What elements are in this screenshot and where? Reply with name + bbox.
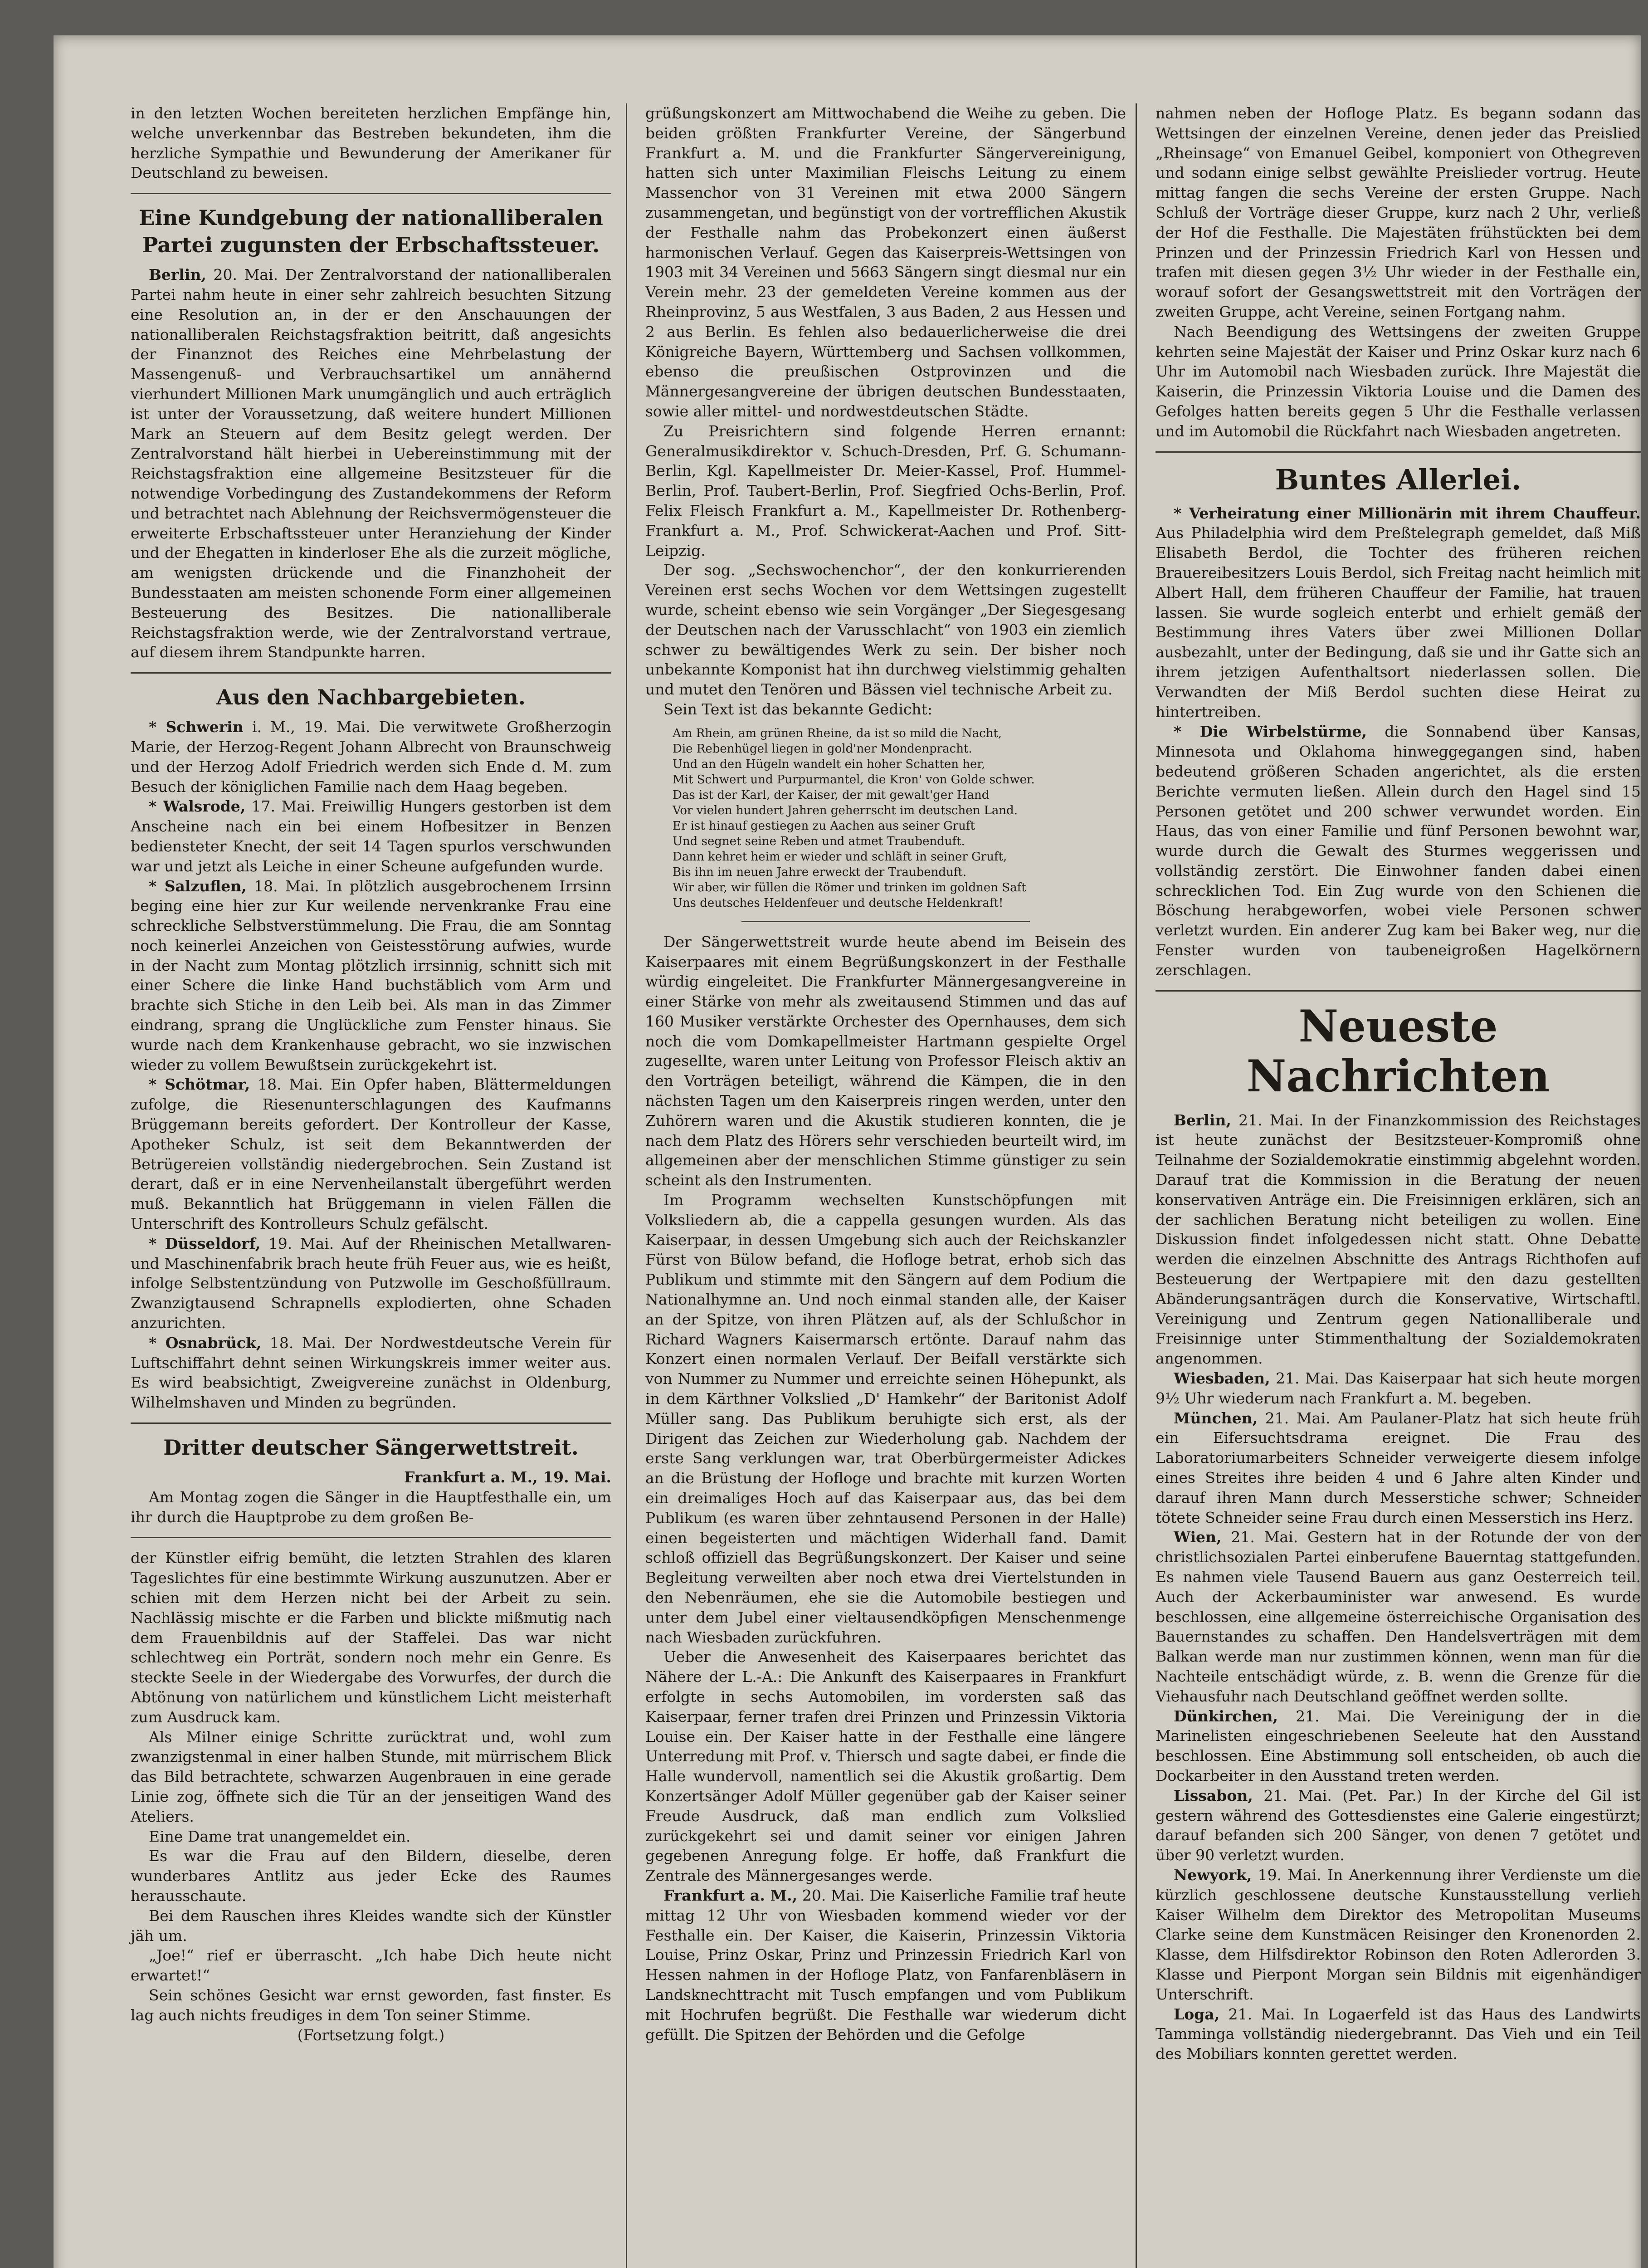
news-item [1156, 1527, 1641, 1706]
poem-line: Uns deutsches Heldenfeuer und deutsche Heldenkraft! [673, 896, 1004, 910]
dateline: Loga, [1174, 2005, 1220, 2023]
divider [1156, 451, 1641, 453]
news-body: 18. Mai. Ein Opfer haben, Blättermeldungen zufolge, die Riesenunterschlagungen des Kaufmanns Brüggemann bereits gefordert. Der Kontrolleur der Kasse, Apotheker Schulz, ist seit dem Bekanntwerden der Betrügereien vollständig niedergebrochen. Sein Zustand ist derart, daß er in eine Nervenheilanstalt übergeführt werden muß. Bekanntlich hat Brüggemann in vielen Fällen die Unterschrift des Kontrolleurs Schulz gefälscht. [131, 1075, 611, 1233]
headline-neueste-nachrichten: Neueste Nachrichten [1246, 1000, 1550, 1102]
column-left [131, 103, 611, 2045]
headline-buntes-allerlei: Buntes Allerlei. [1275, 463, 1521, 496]
feuilleton-text: „Joe!“ rief er überrascht. „Ich habe Dich heute nicht erwartet!“ [131, 1946, 611, 1984]
news-item [1156, 1706, 1641, 1786]
poem-line: Wir aber, wir füllen die Römer und trinken im goldnen Saft [673, 880, 1026, 894]
news-body: 19. Mai. Auf der Rheinischen Metallwaren- und Maschinenfabrik brach heute früh Feuer aus, wie es heißt, infolge Selbstentzündung von Putzwolle im Geschoßfüllraum. Zwanzigtausend Schrapnells explodierten, ohne Schaden anzurichten. [131, 1234, 611, 1332]
news-body: 21. Mai. Das Kaiserpaar hat sich heute morgen 9½ Uhr wiederum nach Frankfurt a. M. begeben. [1156, 1369, 1641, 1407]
feuilleton-text: Bei dem Rauschen ihres Kleides wandte sich der Künstler jäh um. [131, 1906, 611, 1945]
poem-line: Die Rebenhügel liegen in gold'ner Mondenpracht. [673, 742, 972, 756]
dateline: Frankfurt a. M., 19. Mai. [404, 1468, 611, 1486]
news-item [131, 797, 611, 876]
divider [131, 193, 611, 194]
dateline: * Düsseldorf, [149, 1234, 261, 1252]
news-item [131, 1075, 611, 1233]
dateline: Berlin, [149, 266, 206, 284]
news-item [1156, 503, 1641, 722]
headline-nachbargebiete: Aus den Nachbargebieten. [216, 685, 526, 710]
news-item [1156, 1110, 1641, 1369]
news-item [131, 1333, 611, 1413]
news-body: 21. Mai. (Pet. Par.) In der Kirche del Gil ist gestern während des Gottesdienstes eine Galerie eingestürzt; darauf befanden sich 200 Sänger, von denen 7 getötet und über 90 verletzt wurden. [1156, 1786, 1641, 1864]
divider [131, 1537, 611, 1538]
news-item [131, 717, 611, 797]
poem-line: Und an den Hügeln wandelt ein hoher Schatten her, [673, 757, 985, 771]
divider [131, 672, 611, 674]
news-item [131, 1234, 611, 1333]
article-text: Ueber die Anwesenheit des Kaiserpaares berichtet das Nähere der L.-A.: Die Ankunft des Kaiserpaares in Frankfurt erfolgte in sechs Automobilen, im vordersten saß das Kaiserpaar, ferner trafen drei Prinzen und Prinzessin Viktoria Louise ein. Der Kaiser hatte in der Festhalle eine längere Unterredung mit Prof. v. Thiersch und sagte dabei, er finde die Halle wundervoll, namentlich sei die Akustik großartig. Dem Konzertsänger Adolf Müller gegenüber gab der Kaiser seiner Freude Ausdruck, daß man endlich zum Volkslied zurückgekehrt sei und damit seiner vor einigen Jahren gegebenen Anregung folge. Er hoffe, daß Frankfurt die Zentrale des Männergesanges werde. [645, 1648, 1126, 1885]
poem-line: Und segnet seine Reben und atmet Traubenduft. [673, 834, 965, 848]
poem [673, 726, 1126, 911]
dateline: Lissabon, [1174, 1786, 1253, 1804]
headline-saengerwettstreit: Dritter deutscher Sängerwettstreit. [163, 1435, 579, 1460]
news-body: die Sonnabend über Kansas, Minnesota und Oklahoma hinweggegangen sind, haben bedeutend größeren Schaden angerichtet, als die ersten Berichte vermuten ließen. Allein durch den Hagel sind 15 Personen getötet und 200 schwer verwundet worden. Ein Haus, das von einer Familie und fünf Personen bewohnt war, wurde durch die Gewalt des Sturmes weggerissen und vollständig zerstört. Die Einwohner fanden dabei einen schrecklichen Tod. Ein Zug wurde von den Schienen die Böschung herabgeworfen, wobei viele Personen schwer verletzt wurden. Ein anderer Zug kam bei Baker weg, nur die Fenster wurden von taubeneigroßen Hagelkörnern zerschlagen. [1156, 723, 1641, 979]
poem-line: Dann kehret heim er wieder und schläft in seiner Gruft, [673, 850, 1007, 864]
article-text: Sein Text ist das bekannte Gedicht: [663, 700, 933, 718]
dateline: Berlin, [1174, 1111, 1231, 1129]
news-body: 21. Mai. Gestern hat in der Rotunde der von der christlichsozialen Partei einberufene Bauerntag stattgefunden. Es nahmen viele Tausend Bauern aus ganz Oesterreich teil. Auch der Ackerbauminister war anwesend. Es wurde beschlossen, eine allgemeine österreichische Organisation des Bauernstandes zu schaffen. Den Handelsverträgen mit dem Balkan werde man nur zustimmen können, wenn man für die Nachteile entschädigt würde, z. B. wenn die Grenze für die Viehausfuhr nach Deutschland geöffnet werden sollte. [1156, 1528, 1641, 1705]
dateline: * Die Wirbelstürme, [1174, 723, 1367, 741]
divider [131, 1422, 611, 1424]
poem-line: Das ist der Karl, der Kaiser, der mit gewalt'ger Hand [673, 788, 990, 802]
column-right [1156, 103, 1641, 2064]
divider [741, 921, 1030, 922]
news-item [1156, 722, 1641, 980]
news-body: Aus Philadelphia wird dem Preßtelegraph gemeldet, daß Miß Elisabeth Berdol, die Tochter des früheren reichen Brauereibesitzers Louis Berdol, sich Freitag nacht heimlich mit Albert Hall, dem früheren Chauffeur der Familie, hat trauen lassen. Sie wurde sogleich enterbt und erhielt gemäß der Bestimmung ihres Vaters über zwei Millionen Dollar ausbezahlt, unter der Bedingung, daß sie und ihr Gatte sich an ihrem jetzigen Aufenthaltsort niederlassen sollen. Die Verwandten der Miß Berdol suchten diese Heirat zu hintertreiben. [1156, 524, 1641, 721]
news-item [1156, 1408, 1641, 1528]
article-text: grüßungskonzert am Mittwochabend die Weihe zu geben. Die beiden größten Frankfurter Vereine, der Sängerbund Frankfurt a. M. und die Frankfurter Sängervereinigung, hatten sich unter Maximilian Fleischs Leitung zu einem Massenchor von 31 Vereinen mit etwa 2000 Sängern zusammengetan, und begünstigt von der vortrefflichen Akustik der Festhalle nahm das Probekonzert einen äußerst harmonischen Verlauf. Gegen das Kaiserpreis-Wettsingen von 1903 mit 34 Vereinen und 5663 Sängern singt diesmal nur ein Verein mehr. 23 der gemeldeten Vereine kommen aus der Rheinprovinz, 5 aus Westfalen, 3 aus Baden, 2 aus Hessen und 2 aus Berlin. Es fehlen also bedauerlicherweise die drei Königreiche Bayern, Württemberg und Sachsen vollkommen, ebenso die preußischen Ostprovinzen und die Männergesangvereine der übrigen deutschen Bundesstaaten, sowie aller mittel- und nordwestdeutschen Städte. [645, 104, 1126, 420]
news-body: 21. Mai. In Logaerfeld ist das Haus des Landwirts Tamminga vollständig niedergebrannt. Das Vieh und ein Teil des Mobiliars konnten gerettet werden. [1156, 2005, 1641, 2063]
poem-line: Mit Schwert und Purpurmantel, die Kron' von Golde schwer. [673, 772, 1035, 787]
news-body: 21. Mai. Die Vereinigung der in die Marinelisten eingeschriebenen Seeleute hat den Ausstand beschlossen. Eine Abstimmung soll entscheiden, ob auch die Dockarbeiter in den Ausstand treten werden. [1156, 1707, 1641, 1784]
article-text: Am Montag zogen die Sänger in die Hauptfesthalle ein, um ihr durch die Hauptprobe zu dem großen Be- [131, 1488, 611, 1526]
news-item [1156, 2004, 1641, 2064]
dateline: * Salzuflen, [149, 877, 247, 895]
poem-line: Bis ihn im neuen Jahre erweckt der Traubenduft. [673, 865, 967, 879]
article-text [131, 265, 611, 662]
poem-line: Am Rhein, am grünen Rheine, da ist so mild die Nacht, [673, 726, 1002, 740]
column-middle [645, 103, 1126, 2044]
feuilleton-text: Sein schönes Gesicht war ernst geworden, fast finster. Es lag auch nichts freudiges in dem Ton seiner Stimme. [131, 1986, 611, 2024]
dateline: * Schötmar, [149, 1075, 250, 1094]
dateline: * Verheiratung einer Millionärin mit ihrem Chauffeur. [1174, 504, 1641, 522]
divider [1156, 990, 1641, 992]
news-item [1156, 1369, 1641, 1408]
feuilleton-text: Eine Dame trat unangemeldet ein. [149, 1827, 411, 1845]
feuilleton-text: Als Milner einige Schritte zurücktrat und, wohl zum zwanzigstenmal in einer halben Stunde, mit mürrischem Blick das Bild betrachtete, schwarzen Augenbrauen in eine gerade Linie zog, öffnete sich die Tür an der jenseitigen Wand des Ateliers. [131, 1728, 611, 1825]
news-body: 17. Mai. Freiwillig Hungers gestorben ist dem Anscheine nach ein bei einem Hofbesitzer in Benzen bediensteter Knecht, der seit 14 Tagen spurlos verschwunden war und jetzt als Leiche in einer Scheune aufgefunden wurde. [131, 797, 611, 875]
article-text [645, 1886, 1126, 2044]
article-body: 20. Mai. Die Kaiserliche Familie traf heute mittag 12 Uhr von Wiesbaden kommend wieder vor der Festhalle ein. Der Kaiser, die Kaiserin, Prinzessin Viktoria Louise, Prinz Oskar, Prinz und Prinzessin Friedrich Karl von Hessen nahmen in der Hofloge Platz, von Fanfarenbläsern in Landsknechttracht mit Tusch empfangen und vom Publikum mit Hochrufen begrüßt. Die Festhalle war wiederum dicht gefüllt. Die Spitzen der Behörden und die Gefolge [645, 1886, 1126, 2043]
poem-line: Vor vielen hundert Jahren geherrscht im deutschen Land. [673, 803, 1018, 817]
dateline: * Osnabrück, [149, 1334, 262, 1352]
news-body: 18. Mai. In plötzlich ausgebrochenem Irrsinn beging eine hier zur Kur weilende nervenkranke Frau eine schreckliche Selbstverstümmelung. Die Frau, die am Sonntag noch keinerlei Anzeichen von Geistesstörung aufwies, wurde in der Nacht zum Montag plötzlich irrsinnig, schnitt sich mit einer Schere die linke Hand buchstäblich vom Arm und brachte sich Stiche in den Leib bei. Als man in das Zimmer eindrang, sprang die Unglückliche zum Fenster hinaus. Sie wurde nach dem Krankenhause gebracht, wo sie inzwischen wieder zu vollem Bewußtsein zurückgekehrt ist. [131, 877, 612, 1074]
dateline: Dünkirchen, [1174, 1707, 1278, 1725]
dateline: * Schwerin [149, 718, 244, 736]
dateline: München, [1174, 1409, 1258, 1427]
dateline: Wiesbaden, [1174, 1369, 1270, 1388]
dateline: Wien, [1174, 1528, 1222, 1546]
news-item [131, 876, 611, 1075]
article-text: Zu Preisrichtern sind folgende Herren ernannt: Generalmusikdirektor v. Schuch-Dresden, Prf. G. Schumann-Berlin, Kgl. Kapellmeister Dr. Meier-Kassel, Prof. Hummel-Berlin, Prof. Taubert-Berlin, Prof. Siegfried Ochs-Berlin, Prof. Felix Fleisch Frankfurt a. M., Kapellmeister Dr. Rothenberg-Frankfurt a. M., Prof. Schwickerat-Aachen und Prof. Sitt-Leipzig. [645, 422, 1126, 559]
article-text: in den letzten Wochen bereiteten herzlichen Empfänge hin, welche unverkennbar das Bestreben bekundeten, ihm die herzliche Sympathie und Bewunderung der Amerikaner für Deutschland zu beweisen. [131, 104, 611, 182]
news-body: 18. Mai. Der Nordwestdeutsche Verein für Luftschiffahrt dehnt seinen Wirkungskreis immer weiter aus. Es wird beabsichtigt, Zweigvereine zunächst in Oldenburg, Wilhelmshaven und Minden zu begründen. [131, 1334, 611, 1412]
article-body: 20. Mai. Der Zentralvorstand der nationalliberalen Partei nahm heute in einer sehr zahlreich besuchten Sitzung eine Resolution an, in der er den Anschauungen der nationalliberalen Reichstagsfraktion beitritt, daß angesichts der Finanznot des Reiches eine Mehrbelastung der Massengenuß- und Verbrauchsartikel um annähernd vierhundert Millionen Mark unumgänglich und auch erträglich ist unter der Voraussetzung, daß weitere hundert Millionen Mark an Steuern auf dem Besitz gelegt werden. Der Zentralvorstand hält hierbei in Uebereinstimmung mit der Reichstagsfraktion eine allgemeine Besitzsteuer für die notwendige Vorbedingung des Zustandekommens der Reform und betrachtet nach Ablehnung der Reichsvermögensteuer die erweiterte Erbschaftssteuer unter Heranziehung der Kinder und der Ehegatten in kinderloser Ehe als die zurzeit mögliche, am wenigsten drückende und die Finanzhoheit der Bundesstaaten am meisten schonende Form einer allgemeinen Besteuerung des Besitzes. Die nationalliberale Reichstagsfraktion werde, wie der Zentralvorstand vertraue, auf diesem ihrem Standpunkte harren. [131, 266, 611, 661]
column-rule [626, 103, 627, 2268]
news-body: 19. Mai. In Anerkennung ihrer Verdienste um die kürzlich geschlossene deutsche Kunstausstellung verlieh Kaiser Wilhelm dem Direktor des Metropolitan Museums Clarke seine dem Kunstmäcen Reisinger den Kronenorden 2. Klasse, dem Hilfsdirektor Robinson den Roten Adlerorden 3. Klasse und Pierpont Morgan sein Bildnis mit eigenhändiger Unterschrift. [1156, 1866, 1641, 2003]
feuilleton-text: Es war die Frau auf den Bildern, dieselbe, deren wunderbares Antlitz aus jeder Ecke des Raumes herausschaute. [131, 1847, 611, 1905]
article-text: Im Programm wechselten Kunstschöpfungen mit Volksliedern ab, die a cappella gesungen wurden. Als das Kaiserpaar, in dessen Umgebung sich auch der Reichskanzler Fürst von Bülow befand, die Hofloge betrat, erhob sich das Publikum und stimmte mit den Sängern auf dem Podium die Nationalhymne an. Und noch einmal standen alle, der Kaiser an der Spitze, von ihren Plätzen auf, als der Schlußchor in Richard Wagners Kaisermarsch ertönte. Darauf nahm das Konzert einen normalen Verlauf. Der Beifall verstärkte sich von Nummer zu Nummer und erreichte seinen Höhepunkt, als in dem Kärthner Volkslied „D' Hamkehr“ der Baritonist Adolf Müller sang. Das Publikum beruhigte sich erst, als der Dirigent das Zeichen zur Wiederholung gab. Nachdem der erste Sang verklungen war, trat Oberbürgermeister Adickes an die Brüstung der Hofloge und brachte mit kurzen Worten ein dreimaliges Hoch auf das Kaiserpaar aus, das bei dem Publikum (es waren über zehntausend Personen in der Halle) einen begeisterten und mächtigen Widerhall fand. Damit schloß offiziell das Begrüßungskonzert. Der Kaiser und seine Begleitung verweilten aber noch etwa drei Viertelstunden in den Nebenräumen, ehe sie die Automobile bestiegen und unter dem Jubel einer vieltausendköpfigen Menschenmenge nach Wiesbaden zurückfuhren. [645, 1191, 1126, 1646]
dateline: Frankfurt a. M., [663, 1886, 798, 1904]
continuation-note: (Fortsetzung folgt.) [297, 2026, 445, 2044]
article-text: Der sog. „Sechswochenchor“, der den konkurrierenden Vereinen erst sechs Wochen vor dem Wettsingen zugestellt wurde, scheint ebenso wie sein Vorgänger „Der Siegesgesang der Deutschen nach der Varusschlacht“ von 1903 ein ziemlich schwer zu bewältigendes Werk zu sein. Der bisher noch unbekannte Komponist hat ihn durchweg vielstimmig gehalten und mutet den Tenören und Bässen viel technische Arbeit zu. [645, 561, 1126, 699]
feuilleton-text: der Künstler eifrig bemüht, die letzten Strahlen des klaren Tageslichtes für eine bestimmte Wirkung auszunutzen. Aber er schien mit dem Herzen nicht bei der Arbeit zu sein. Nachlässig mischte er die Farben und blickte mißmutig nach dem Frauenbildnis auf der Staffelei. Das war nicht schlechtweg ein Porträt, sondern noch mehr ein Genre. Es steckte Seele in der Wiedergabe des Vorwurfes, der durch die Abtönung von natürlichem und künstlichem Licht meisterhaft zum Ausdruck kam. [131, 1549, 611, 1726]
column-rule [1136, 103, 1137, 2268]
newspaper-page [54, 35, 1641, 2268]
article-text: Nach Beendigung des Wettsingens der zweiten Gruppe kehrten seine Majestät der Kaiser und Prinz Oskar kurz nach 6 Uhr im Automobil nach Wiesbaden zurück. Ihre Majestät die Kaiserin, die Prinzessin Viktoria Louise und die Damen des Gefolges hatten bereits gegen 5 Uhr die Festhalle verlassen und im Automobil die Rückfahrt nach Wiesbaden angetreten. [1156, 323, 1641, 440]
article-text: nahmen neben der Hofloge Platz. Es begann sodann das Wettsingen der einzelnen Vereine, denen jeder das Preislied „Rheinsage“ von Emanuel Geibel, komponiert von Othegreven und sodann einige selbst gewählte Preislieder vortrug. Heute mittag fangen die sechs Vereine der ersten Gruppe. Nach Schluß der Vorträge dieser Gruppe, kurz nach 2 Uhr, verließ der Hof die Festhalle. Die Majestäten frühstückten bei dem Prinzen und der Prinzessin Friedrich Karl von Hessen und trafen mit diesen gegen 3½ Uhr wieder in der Festhalle ein, worauf sofort der Gesangswettstreit mit den Vorträgen der zweiten Gruppe, acht Vereine, seinen Fortgang nahm. [1156, 104, 1641, 321]
news-body: 21. Mai. Am Paulaner-Platz hat sich heute früh ein Eifersuchtsdrama ereignet. Die Frau des Laboratoriumarbeiters Schneider verweigerte diesem infolge eines Streites ihre beiden 4 und 6 Jahre alten Kinder und darauf ihren Mann durch Messerstiche schwer; Schneider tötete Schneider seine Frau durch einen Messerstich ins Herz. [1156, 1409, 1641, 1526]
dateline: * Walsrode, [149, 797, 246, 816]
dateline: Newyork, [1174, 1866, 1252, 1884]
news-body: 21. Mai. In der Finanzkommission des Reichstages ist heute zunächst der Besitzsteuer-Kompromiß ohne Teilnahme der Sozialdemokratie einstimmig abgelehnt worden. Darauf trat die Kommission in die Beratung der neuen konservativen Anträge ein. Die Freisinnigen erklären, sich an der sachlichen Beratung nicht beteiligen zu wollen. Eine Diskussion findet infolgedessen nicht statt. Ohne Debatte werden die einzelnen Abschnitte des Antrags Richthofen auf Besteuerung der Wertpapiere mit den dazu gestellten Abänderungsanträgen durch die Konservative, Wirtschaftl. Vereinigung und Zentrum gegen Nationalliberale und Freisinnige unter Stimmenthaltung der Sozialdemokraten angenommen. [1156, 1111, 1641, 1368]
news-item [1156, 1865, 1641, 2004]
article-text: Der Sängerwettstreit wurde heute abend im Beisein des Kaiserpaares mit einem Begrüßungskonzert in der Festhalle würdig eingeleitet. Die Frankfurter Männergesangvereine in einer Stärke von mehr als zweitausend Stimmen und das auf 160 Musiker verstärkte Orchester des Opernhauses, dem sich noch die vom Domkapellmeister Hartmann gespielte Orgel zugesellte, waren unter Leitung von Professor Fleisch aktiv an den Vorträgen beteiligt, während die Kämpen, die in den nächsten Tagen um den Kaiserpreis ringen werden, unter den Zuhörern waren und die Akustik studieren konnten, die je nach dem Platz des Hörers sehr verschieden beurteilt wird, im allgemeinen aber der menschlichen Stimme günstiger zu sein scheint als den Instrumenten. [645, 933, 1126, 1189]
news-body: i. M., 19. Mai. Die verwitwete Großherzogin Marie, der Herzog-Regent Johann Albrecht von Braunschweig und der Herzog Adolf Friedrich werden sich Ende d. M. zum Besuch der königlichen Familie nach dem Haag begeben. [131, 718, 611, 796]
news-item [1156, 1786, 1641, 1865]
poem-line: Er ist hinauf gestiegen zu Aachen aus seiner Gruft [673, 819, 975, 833]
headline-national-liberal: Eine Kundgebung der nationalliberalen Partei zugunsten der Erbschaftssteuer. [139, 205, 603, 258]
